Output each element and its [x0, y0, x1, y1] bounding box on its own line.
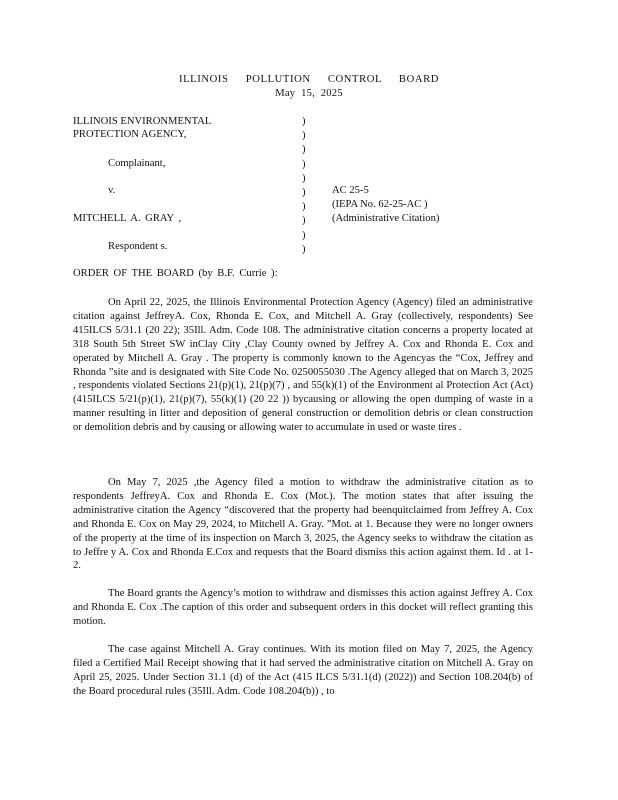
versus-label: v. — [108, 185, 116, 196]
caption-paren: ) — [302, 130, 306, 142]
caption-paren: ) — [302, 229, 306, 241]
complainant-role: Complainant, — [108, 158, 166, 169]
order-paragraph-4: The case against Mitchell A. Gray continues. With its motion filed on May 7, 2025, the Agency filed a Certified Mail Receipt showing that it had served the administrative citation on Mitchell A. Gray on April 25, 2025. Under Section 31.1 (d) of the Act (415 ILCS 5/31.1(d) (2022)) and Section 108.204(b) of the Board procedural rules (35Ill. Adm. Code 108.204(b)) , to — [73, 644, 533, 697]
order-paragraph-1: On April 22, 2025, the Illinois Environmental Protection Agency (Agency) filed an administrative citation against JeffreyA. Cox, Rhonda E. Cox, and Mitchell A. Gray (collectively, respondents) See 415ILCS 5/31.1 (20 22); 35Ill. Adm. Code 108. The administrative citation concerns a property located at 318 South 5th Street SW inClay City ,Clay County owned by Jeffrey A. Cox and Rhonda E. Cox and operated by Mitchell A. Gray . The property is commonly known to the Agencyas the “Cox, Jeffrey and Rhonda ”site and is designated with Site Code No. 0250055030 .The Agency alleged that on March 3, 2025 , respondents violated Sections 21(p)(1), 21(p)(7) , and 55(k)(1) of the Environment al Protection Act (Act) (415ILCS 5/21(p)(1), 21(p)(7), 55(k)(1) (20 22 )) bycausing or allowing the open dumping of waste in a manner resulting in litter and deposition of general construction or demolition debris or clean construction or demolition debris and by causing or allowing water to accumulate in used or waste tires . — [73, 297, 533, 434]
complainant-name-line1: ILLINOIS ENVIRONMENTAL — [73, 116, 212, 127]
board-title: ILLINOIS POLLUTION CONTROL BOARD — [178, 74, 439, 85]
caption-paren: ) — [302, 172, 306, 184]
case-number: AC 25-5 — [332, 185, 369, 196]
order-paragraph-2: On May 7, 2025 ,the Agency filed a motion to withdraw the administrative citation as to respondents JeffreyA. Cox and Rhonda E. Cox (Mot.). The motion states that after issuing the administrative citation the Agency “discovered that the property had beenquitclaimed from Jeffrey A. Cox and Rhonda E. Cox on May 29, 2024, to Mitchell A. Gray. ”Mot. at 1. Because they were no longer owners of the property at the time of its inspection on March 3, 2025, the Agency seeks to withdraw the citation as to Jeffre y A. Cox and Rhonda E.Cox and requests that the Board dismiss this action against them. Id . at 1-2. — [73, 477, 533, 572]
caption-paren: ) — [302, 158, 306, 170]
iepa-number: (IEPA No. 62-25-AC ) — [332, 199, 428, 210]
caption-parentheses — [302, 115, 310, 257]
respondent-role: Respondent s. — [108, 241, 168, 252]
caption-paren: ) — [302, 186, 306, 198]
caption-paren: ) — [302, 144, 306, 156]
respondent-name: MITCHELL A. GRAY , — [73, 213, 182, 224]
caption-paren: ) — [302, 116, 306, 127]
order-paragraph-3: The Board grants the Agency’s motion to withdraw and dismisses this action against Jeffrey A. Cox and Rhonda E. Cox .The caption of this order and subsequent orders in this docket will reflect granting this motion. — [73, 588, 533, 627]
caption-paren: ) — [302, 215, 306, 227]
caption-paren: ) — [302, 201, 306, 213]
complainant-name-line2: PROTECTION AGENCY, — [73, 129, 187, 140]
caption-paren: ) — [302, 243, 306, 255]
order-heading: ORDER OF THE BOARD (by B.F. Currie ): — [73, 268, 278, 279]
order-date: May 15, 2025 — [275, 88, 343, 99]
case-type: (Administrative Citation) — [332, 213, 440, 224]
